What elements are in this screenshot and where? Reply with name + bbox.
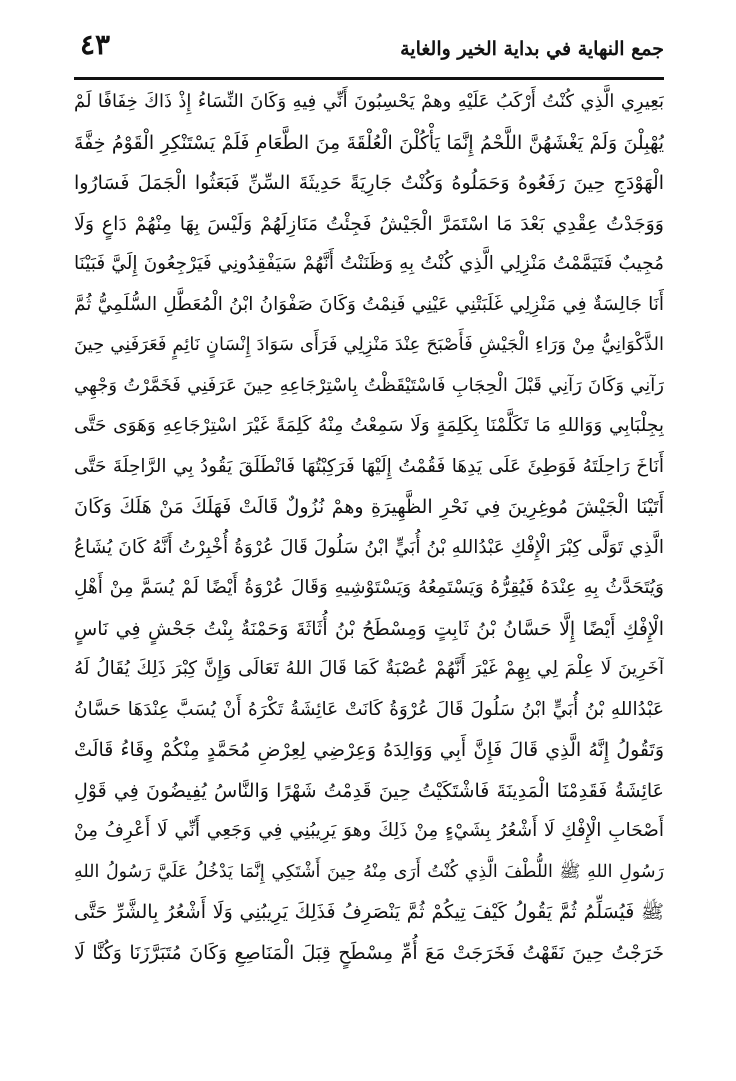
text-line: عَبْدُاللهِ بْنُ أُبَيٍّ ابْنُ سَلُولَ قَالَ عُرْوَةُ كَانَتْ عَائِشَةُ تَكْرَهُ أَنْ يُسَبَّ عِنْدَهَا حَسَّانُ: [74, 698, 664, 720]
page-number: ٤٣: [80, 28, 111, 61]
text-line: رَسُولِ اللهِ ﷺ اللُّطْفَ الَّذِي كُنْتُ أَرَى مِنْهُ حِينَ أَشْتَكِي إِنَّمَا يَدْخُلُ عَلَيَّ رَسُولُ اللهِ: [74, 861, 664, 882]
text-line: الْهَوْدَجِ حِينَ رَفَعُوهُ وَحَمَلُوهُ وَكُنْتُ جَارِيَةً حَدِيثَةَ السِّنِّ فَبَعَثُوا الْجَمَلَ فَسَارُوا: [74, 172, 664, 194]
text-line: آخَرِينَ لَا عِلْمَ لِي بِهِمْ غَيْرَ أَنَّهُمْ عُصْبَةٌ كَمَا قَالَ اللهُ تَعَالَى وَإِنَّ كِبْرَ ذَلِكَ يُقَالُ لَهُ: [74, 658, 664, 679]
text-line: وَتَقُولُ إِنَّهُ الَّذِي قَالَ فَإِنَّ أَبِي وَوَالِدَهُ وَعِرْضِي لِعِرْضِ مُحَمَّدٍ مِنْكُمْ وِقَاءُ قَالَتْ: [74, 739, 664, 761]
page-header: [74, 26, 664, 76]
text-line: رَآنِي وَكَانَ رَآنِي قَبْلَ الْحِجَابِ فَاسْتَيْقَظْتُ بِاسْتِرْجَاعِهِ حِينَ عَرَفَنِي فَخَمَّرْتُ وَجْهِي: [74, 374, 664, 396]
text-line: وَوَجَدْتُ عِقْدِي بَعْدَ مَا اسْتَمَرَّ الْجَيْشُ فَجِئْتُ مَنَازِلَهُمْ وَلَيْسَ بِهَا مِنْهُمْ دَاعٍ وَلَا: [74, 212, 664, 235]
body-text: [74, 82, 664, 973]
text-line: أَتَيْنَا الْجَيْشَ مُوغِرِينَ فِي نَحْرِ الظَّهِيرَةِ وهمْ نُزُولٌ قَالَتْ فَهَلَكَ مَنْ هَلَكَ وَكَانَ: [74, 496, 664, 518]
text-line: خَرَجْتُ حِينَ نَقَهْتُ فَخَرَجَتْ مَعَ أُمِّ مِسْطَحٍ قِبَلَ الْمَنَاصِعِ وَكَانَ مُتَبَرَّزَنَا وَكُنَّا لَا: [74, 941, 664, 964]
text-line: الَّذِي تَوَلَّى كِبْرَ الْإِفْكِ عَبْدُاللهِ بْنُ أُبَيٍّ ابْنُ سَلُولَ قَالَ عُرْوَةُ أُخْبِرْتُ أَنَّهُ كَانَ يُشَاعُ: [74, 536, 664, 558]
header-rule: [74, 77, 664, 80]
text-line: ﷺ فَيُسَلِّمُ ثُمَّ يَقُولُ كَيْفَ تِيكُمْ ثُمَّ يَنْصَرِفُ فَذَلِكَ يَرِيبُنِي وَلَا أَشْعُرُ بِالشَّرِّ حَتَّى: [74, 901, 664, 923]
text-line: بِجِلْبَابِي وَوَاللهِ مَا تَكَلَّمْنَا بِكَلِمَةٍ وَلَا سَمِعْتُ مِنْهُ كَلِمَةً غَيْرَ اسْتِرْجَاعِهِ وَهَوَى حَتَّى: [74, 415, 664, 436]
text-line: أَنَاخَ رَاحِلَتَهُ فَوَطِئَ عَلَى يَدِهَا فَقُمْتُ إِلَيْهَا فَرَكِبْتُهَا فَانْطَلَقَ يَقُودُ بِي الرَّاحِلَةَ حَتَّى: [74, 455, 664, 477]
text-line: يُهْبِلْنَ وَلَمْ يَغْشَهُنَّ اللَّحْمُ إِنَّمَا يَأْكُلْنَ الْعُلْقَةَ مِنَ الطَّعَامِ فَلَمْ يَسْتَنْكِرِ الْقَوْمُ خِفَّةَ: [74, 131, 664, 154]
text-line: وَيُتَحَدَّثُ بِهِ عِنْدَهُ فَيُقِرُّهُ وَيَسْتَمِعُهُ وَيَسْتَوْشِيهِ وَقَالَ عُرْوَةُ أَيْضًا لَمْ يُسَمَّ مِنْ أَهْلِ: [74, 577, 664, 598]
text-line: الذَّكْوَانِيُّ مِنْ وَرَاءِ الْجَيْشِ فَأَصْبَحَ عِنْدَ مَنْزِلِي فَرَأَى سَوَادَ إِنْسَانٍ نَائِمٍ فَعَرَفَنِي حِينَ: [74, 334, 664, 355]
running-title: جمع النهاية في بداية الخير والغاية: [400, 38, 664, 60]
text-line: بَعِيرِي الَّذِي كُنْتُ أَرْكَبُ عَلَيْهِ وهمْ يَحْسِبُونَ أَنِّي فِيهِ وَكَانَ النِّسَاءُ إِذْ ذَاكَ خِفَافًا لَمْ: [74, 91, 664, 112]
text-line: أَنَا جَالِسَةٌ فِي مَنْزِلِي غَلَبَتْنِي عَيْنِي فَنِمْتُ وَكَانَ صَفْوَانُ ابْنُ الْمُعَطَّلِ السُّلَمِيُّ ثُمَّ: [74, 293, 664, 315]
text-line: الْإِفْكِ أَيْضًا إِلَّا حَسَّانُ بْنُ ثَابِتٍ وَمِسْطَحُ بْنُ أُثَاثَةَ وَحَمْنَةُ بِنْتُ جَحْشٍ فِي نَاسٍ: [74, 617, 664, 640]
text-line: مُجِيبٌ فَتَيَمَّمْتُ مَنْزِلِي الَّذِي كُنْتُ بِهِ وَظَنَنْتُ أَنَّهُمْ سَيَفْقِدُونِي فَيَرْجِعُونَ إِلَيَّ فَبَيْنَا: [74, 253, 664, 274]
text-line: عَائِشَةُ فَقَدِمْنَا الْمَدِينَةَ فَاشْتَكَيْتُ حِينَ قَدِمْتُ شَهْرًا وَالنَّاسُ يُفِيضُونَ فِي قَوْلِ: [74, 779, 664, 802]
text-line: أَصْحَابِ الْإِفْكِ لَا أَشْعُرُ بِشَيْءٍ مِنْ ذَلِكَ وهوَ يَرِيبُنِي فِي وَجَعِي أَنِّي لَا أَعْرِفُ مِنْ: [74, 820, 664, 841]
